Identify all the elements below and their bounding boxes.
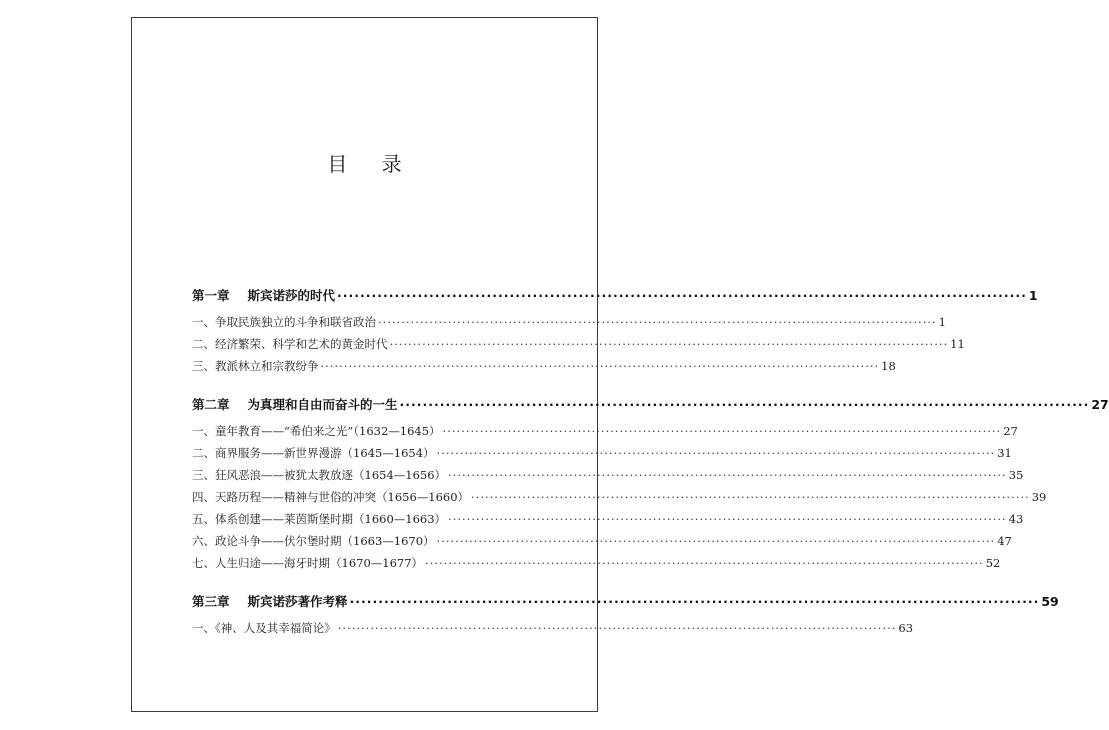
page-number: 63 xyxy=(898,621,914,635)
dot-leader: ························································································································ xyxy=(349,594,1040,609)
page-number: 35 xyxy=(1008,468,1024,482)
page-number: 27 xyxy=(1003,424,1018,438)
dot-leader: ························································································································ xyxy=(389,337,949,351)
toc-chapter-3[interactable] xyxy=(192,592,1059,610)
toc-section-1-2[interactable] xyxy=(192,336,965,354)
section-title: 五、体系创建——莱茵斯堡时期（1660—1663） xyxy=(192,512,447,526)
toc-section-2-7[interactable] xyxy=(192,555,1001,573)
book-page xyxy=(131,17,1109,712)
toc-title: 目 录 xyxy=(327,152,416,176)
chapter-label: 第二章 xyxy=(192,397,230,412)
dot-leader: ························································································································ xyxy=(436,534,996,548)
section-title: 三、教派林立和宗教纷争 xyxy=(192,359,319,373)
toc-section-2-4[interactable] xyxy=(192,489,1047,507)
page-number: 43 xyxy=(1008,512,1024,526)
toc-section-2-3[interactable] xyxy=(192,467,1024,485)
dot-leader: ························································································································ xyxy=(378,315,937,329)
dot-leader: ························································································································ xyxy=(436,446,996,460)
chapter-title: 斯宾诺莎的时代 xyxy=(247,288,336,303)
section-title: 七、人生归途——海牙时期（1670—1677） xyxy=(192,556,424,570)
section-title: 二、经济繁荣、科学和艺术的黄金时代 xyxy=(192,337,388,351)
section-title: 一、《神、人及其幸福简论》 xyxy=(192,621,336,635)
page-number: 59 xyxy=(1041,594,1059,609)
toc-section-2-5[interactable] xyxy=(192,511,1024,529)
toc-section-1-3[interactable] xyxy=(192,358,896,376)
dot-leader: ························································································································ xyxy=(320,359,880,373)
toc-section-2-6[interactable] xyxy=(192,533,1012,551)
toc-chapter-2[interactable] xyxy=(192,395,1109,413)
section-title: 一、争取民族独立的斗争和联省政治 xyxy=(192,315,376,329)
dot-leader: ························································································································ xyxy=(448,512,1007,526)
page-number: 52 xyxy=(985,556,1001,570)
dot-leader: ························································································································ xyxy=(337,288,1027,303)
toc-section-2-2[interactable] xyxy=(192,445,1012,463)
dot-leader: ························································································································ xyxy=(471,490,1030,504)
page-number: 1 xyxy=(1028,288,1038,303)
chapter-label: 第一章 xyxy=(192,288,230,303)
toc-chapter-1[interactable] xyxy=(192,286,1038,304)
section-title: 一、童年教育——“希伯来之光”（1632—1645） xyxy=(192,424,441,438)
section-title: 四、天路历程——精神与世俗的冲突（1656—1660） xyxy=(192,490,470,504)
toc-section-1-1[interactable] xyxy=(192,314,946,332)
section-title: 三、狂风恶浪——被犹太教放逐（1654—1656） xyxy=(192,468,447,482)
toc-section-3-1[interactable] xyxy=(192,620,914,638)
page-number: 31 xyxy=(997,446,1012,460)
page-number: 1 xyxy=(938,315,946,329)
section-title: 二、商界服务——新世界漫游（1645—1654） xyxy=(192,446,435,460)
section-title: 六、政论斗争——伏尔堡时期（1663—1670） xyxy=(192,534,435,548)
dot-leader: ························································································································ xyxy=(425,556,984,570)
toc-section-2-1[interactable] xyxy=(192,423,1018,441)
page-number: 39 xyxy=(1031,490,1047,504)
page-number: 27 xyxy=(1091,397,1109,412)
page-number: 18 xyxy=(881,359,896,373)
page-number: 11 xyxy=(950,337,965,351)
dot-leader: ························································································································ xyxy=(448,468,1007,482)
chapter-label: 第三章 xyxy=(192,594,230,609)
dot-leader: ························································································································ xyxy=(337,621,897,635)
chapter-title: 为真理和自由而奋斗的一生 xyxy=(247,397,398,412)
dot-leader: ························································································································ xyxy=(442,424,1002,438)
chapter-title: 斯宾诺莎著作考释 xyxy=(247,594,348,609)
dot-leader: ························································································································ xyxy=(399,397,1090,412)
page-number: 47 xyxy=(997,534,1012,548)
